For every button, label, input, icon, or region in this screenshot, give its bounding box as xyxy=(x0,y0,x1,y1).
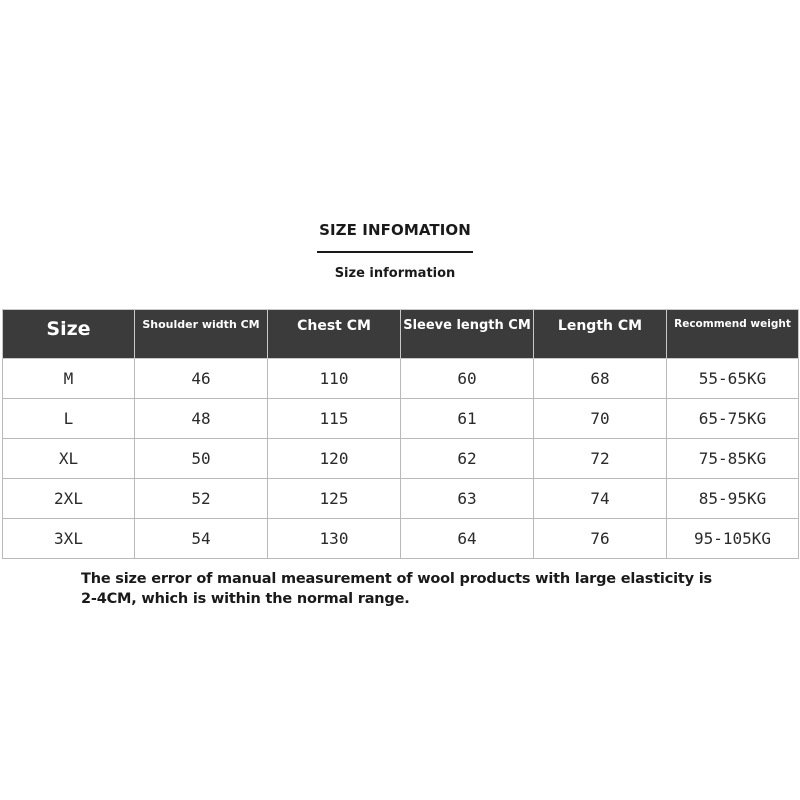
cell-length: 72 xyxy=(534,439,667,479)
cell-size: XL xyxy=(3,439,135,479)
cell-shoulder-width: 54 xyxy=(135,519,268,559)
cell-chest: 125 xyxy=(268,479,401,519)
cell-length: 74 xyxy=(534,479,667,519)
measurement-note xyxy=(81,569,741,609)
cell-chest: 110 xyxy=(268,359,401,399)
cell-recommend-weight: 65-75KG xyxy=(667,399,799,439)
cell-shoulder-width: 46 xyxy=(135,359,268,399)
cell-recommend-weight: 95-105KG xyxy=(667,519,799,559)
cell-sleeve-length: 63 xyxy=(401,479,534,519)
cell-length: 76 xyxy=(534,519,667,559)
cell-length: 70 xyxy=(534,399,667,439)
cell-shoulder-width: 52 xyxy=(135,479,268,519)
cell-chest: 115 xyxy=(268,399,401,439)
cell-size: 2XL xyxy=(3,479,135,519)
table-row xyxy=(3,519,799,559)
column-header-sleeve-length: Sleeve length CM xyxy=(401,310,534,359)
column-header-recommend-weight: Recommend weight xyxy=(667,310,799,359)
cell-shoulder-width: 50 xyxy=(135,439,268,479)
measurement-note-line-1: The size error of manual measurement of wool products with large elasticity is xyxy=(81,571,712,587)
cell-recommend-weight: 85-95KG xyxy=(667,479,799,519)
column-header-size: Size xyxy=(3,310,135,359)
cell-length: 68 xyxy=(534,359,667,399)
page-title: SIZE INFOMATION xyxy=(319,221,471,239)
cell-size: 3XL xyxy=(3,519,135,559)
cell-chest: 130 xyxy=(268,519,401,559)
measurement-note-line-2: 2-4CM, which is within the normal range. xyxy=(81,591,410,607)
table-row xyxy=(3,479,799,519)
cell-size: L xyxy=(3,399,135,439)
column-header-length: Length CM xyxy=(534,310,667,359)
cell-size: M xyxy=(3,359,135,399)
cell-sleeve-length: 62 xyxy=(401,439,534,479)
cell-sleeve-length: 60 xyxy=(401,359,534,399)
cell-recommend-weight: 75-85KG xyxy=(667,439,799,479)
page-subtitle: Size information xyxy=(334,266,456,281)
cell-recommend-weight: 55-65KG xyxy=(667,359,799,399)
table-row xyxy=(3,359,799,399)
size-chart-table xyxy=(2,309,799,559)
table-row xyxy=(3,439,799,479)
cell-sleeve-length: 61 xyxy=(401,399,534,439)
cell-sleeve-length: 64 xyxy=(401,519,534,559)
column-header-shoulder-width: Shoulder width CM xyxy=(135,310,268,359)
cell-chest: 120 xyxy=(268,439,401,479)
cell-shoulder-width: 48 xyxy=(135,399,268,439)
column-header-chest: Chest CM xyxy=(268,310,401,359)
table-row xyxy=(3,399,799,439)
title-underline xyxy=(317,251,473,253)
table-header-row xyxy=(3,310,799,359)
